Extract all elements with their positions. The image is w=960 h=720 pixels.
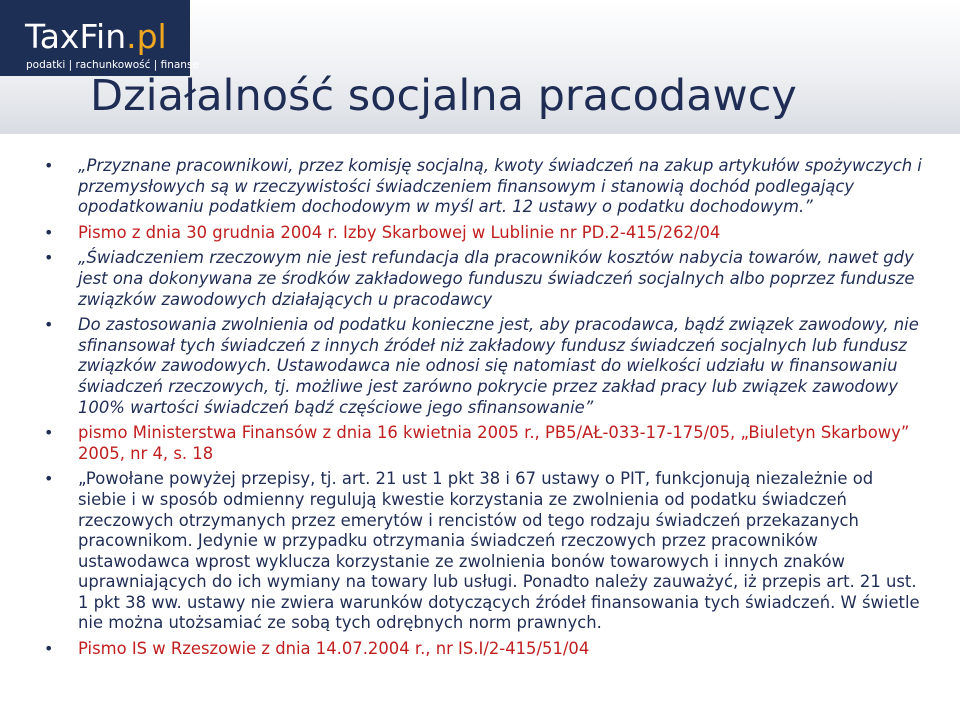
bullet-icon: • [44,469,54,489]
source-reference: pismo Ministerstwa Finansów z dnia 16 kwietnia 2005 r., PB5/AŁ-033-17-175/05, „Biuletyn Skarbowy” 2005, nr 4, s. 18 [78,423,910,463]
list-item [44,315,924,418]
logo-domain: .pl [126,17,167,56]
list-item [44,156,924,218]
bullet-icon: • [44,315,54,335]
bullet-icon: • [44,639,54,659]
list-item [44,639,924,660]
slide-title: Działalność socjalna pracodawcy [90,71,797,121]
list-item [44,248,924,310]
quote-text: „Świadczeniem rzeczowym nie jest refundacja dla pracowników kosztów nabycia towarów, nawet gdy jest ona dokonywana ze środków zakładowego funduszu świadczeń socjalnych albo poprzez fundusze związków zawodowych działających u pracodawcy [78,248,915,309]
quote-text: „Powołane powyżej przepisy, tj. art. 21 ust 1 pkt 38 i 67 ustawy o PIT, funkcjonują niezależnie od siebie i w sposób odmienny regulują kwestie korzystania ze zwolnienia od podatku świadczeń rzeczowych otrzymanych przez emerytów i rencistów od tego rodzaju świadczeń przekazanych pracownikom. Jedynie w przypadku otrzymania świadczeń rzeczowych przez pracowników ustawodawca wprost wyklucza korzystanie ze zwolnienia bonów towarowych i innych znaków uprawniających do ich wymiany na towary lub usługi. Ponadto należy zauważyć, iż przepis art. 21 ust. 1 pkt 38 ww. ustawy nie zwiera warunków dotyczących źródeł finansowania tych świadczeń. W świetle nie można utożsamiać ze sobą tych odrębnych norm prawnych. [78,469,920,633]
logo-wordmark [25,18,167,56]
bullet-icon: • [44,423,54,443]
source-reference: Pismo IS w Rzeszowie z dnia 14.07.2004 r., nr IS.I/2-415/51/04 [78,639,590,659]
bullet-icon: • [44,156,54,175]
quote-text: Do zastosowania zwolnienia od podatku konieczne jest, aby pracodawca, bądź związek zawodowy, nie sfinansował tych świadczeń z innych źródeł niż zakładowy fundusz świadczeń socjalnych lub fundusz związków zawodowych. Ustawodawca nie odnosi się natomiast do wielkości udziału w finansowaniu świadczeń rzeczowych, tj. możliwe jest zarówno pokrycie przez zakład pracy lub związek zawodowy 100% wartości świadczeń bądź częściowe jego sfinansowanie” [78,315,919,417]
logo-name: TaxFin [25,17,127,56]
list-item [44,469,924,634]
bullet-icon: • [44,222,54,242]
list-item [44,423,924,464]
bullet-list [44,156,924,665]
list-item [44,223,924,244]
bullet-icon: • [44,248,54,268]
source-reference: Pismo z dnia 30 grudnia 2004 r. Izby Skarbowej w Lublinie nr PD.2-415/262/04 [78,222,721,242]
logo-tagline: podatki | rachunkowość | finanse [26,59,199,71]
quote-text: „Przyznane pracownikowi, przez komisję socjalną, kwoty świadczeń na zakup artykułów spożywczych i przemysłowych są w rzeczywistości świadczeniem finansowym i stanowią dochód podlegający opodatkowaniu podatkiem dochodowym w myśl art. 12 ustawy o podatku dochodowym.” [78,156,922,217]
taxfin-logo[interactable] [0,0,199,76]
